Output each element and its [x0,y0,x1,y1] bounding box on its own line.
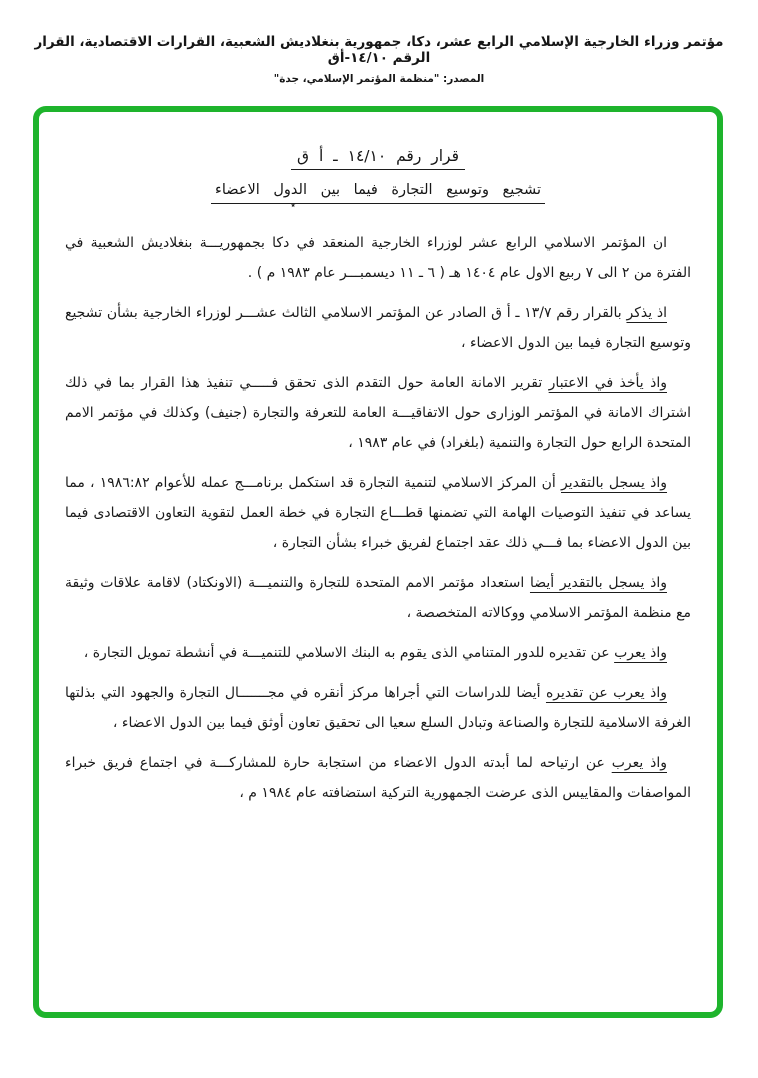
resolution-number-title: قرار رقم ١٤/١٠ ـ أ ق [291,147,465,170]
paragraph-lead-phrase: واذ يعرب [611,755,667,771]
document-source-header [0,34,758,85]
paragraph-lead-phrase: واذ يأخذ في الاعتبار [548,375,667,391]
paragraph-lead-phrase: واذ يعرب عن تقديره [545,685,667,701]
header-source-note: المصدر: "منظمة المؤتمر الإسلامي، جدة" [273,73,485,85]
resolution-paragraph: واذ يسجل بالتقدير أيضا استعداد مؤتمر الامم المتحدة للتجارة والتنميـــة (الاونكتاد) لاقامة علاقات وثيقة مع منظمة المؤتمر الاسلامي ووكالاته المتخصصة ، [65,575,691,621]
resolution-subject-title: تشجيع وتوسيع التجارة فيما بين الدول الاعضاء [211,182,545,204]
resolution-title-block [65,146,691,211]
resolution-paragraph: واذ يأخذ في الاعتبار تقرير الامانة العامة حول التقدم الذى تحقق فـــــي تنفيذ هذا القرار بما في ذلك اشتراك الامانة في المؤتمر الوزارى حول الاتفاقيـــة العامة للتعرفة والتجارة (جنيف) وكذلك في مؤتمر الامم المتحدة الرابع حول التجارة والتنمية (بلغراد) في عام ١٩٨٣ ، [65,375,691,451]
paragraph-lead-phrase: واذ يسجل بالتقدير [561,475,668,491]
resolution-body [65,228,691,808]
paragraph-lead-phrase: اذ يذكر [626,305,667,321]
paragraph-lead-phrase: واذ يعرب [614,645,667,661]
header-conference-title: مؤتمر وزراء الخارجية الإسلامي الرابع عشر، دكا، جمهورية بنغلاديش الشعبية، القرارات الاقتصادية، القرار الرقم ١٤/١٠-أق [34,34,724,66]
resolution-paragraph: اذ يذكر بالقرار رقم ١٣/٧ ـ أ ق الصادر عن المؤتمر الاسلامي الثالث عشـــر لوزراء الخارجية بشأن تشجيع وتوسيع التجارة فيما بين الدول الاعضاء ، [65,305,691,351]
green-border-frame [33,106,723,1018]
resolution-subject-wrap [65,179,691,211]
resolution-paragraph: واذ يعرب عن تقديره للدور المتنامي الذى يقوم به البنك الاسلامي للتنميـــة في أنشطة تمويل التجارة ، [83,645,667,661]
resolution-paragraph: واذ يعرب عن ارتياحه لما أبدته الدول الاعضاء من استجابة حارة للمشاركـــة في اجتماع فريق خبراء المواصفات والمقاييس الذى عرضت الجمهورية التركية استضافته عام ١٩٨٤ م ، [65,755,691,801]
footnote-mark: ٭ [290,200,296,211]
resolution-paragraph: واذ يسجل بالتقدير أن المركز الاسلامي لتنمية التجارة قد استكمل برنامـــج عمله للأعوام ١٩٨٦:٨٢ ، مما يساعد في تنفيذ التوصيات الهامة التي تضمنها قطـــاع التجارة في خطة العمل لتقوية التعاون الاقتصادى فيما بين الدول الاعضاء بما فـــي ذلك عقد اجتماع لفريق خبراء بشأن التجارة ، [65,475,691,551]
resolution-paragraph: ان المؤتمر الاسلامي الرابع عشر لوزراء الخارجية المنعقد في دكا بجمهوريـــة بنغلاديش الشعبية في الفترة من ٢ الى ٧ ربيع الاول عام ١٤٠٤ هـ ( ٦ ـ ١١ ديسمبـــر عام ١٩٨٣ م ) . [65,235,691,281]
paragraph-lead-phrase: واذ يسجل بالتقدير أيضا [529,575,667,591]
resolution-paragraph: واذ يعرب عن تقديره أيضا للدراسات التي أجراها مركز أنقره في مجـــــــال التجارة والجهود التي بذلتها الغرفة الاسلامية للتجارة والصناعة وتبادل السلع سعيا الى تحقيق تعاون أوثق فيما بين الدول الاعضاء ، [65,685,691,731]
